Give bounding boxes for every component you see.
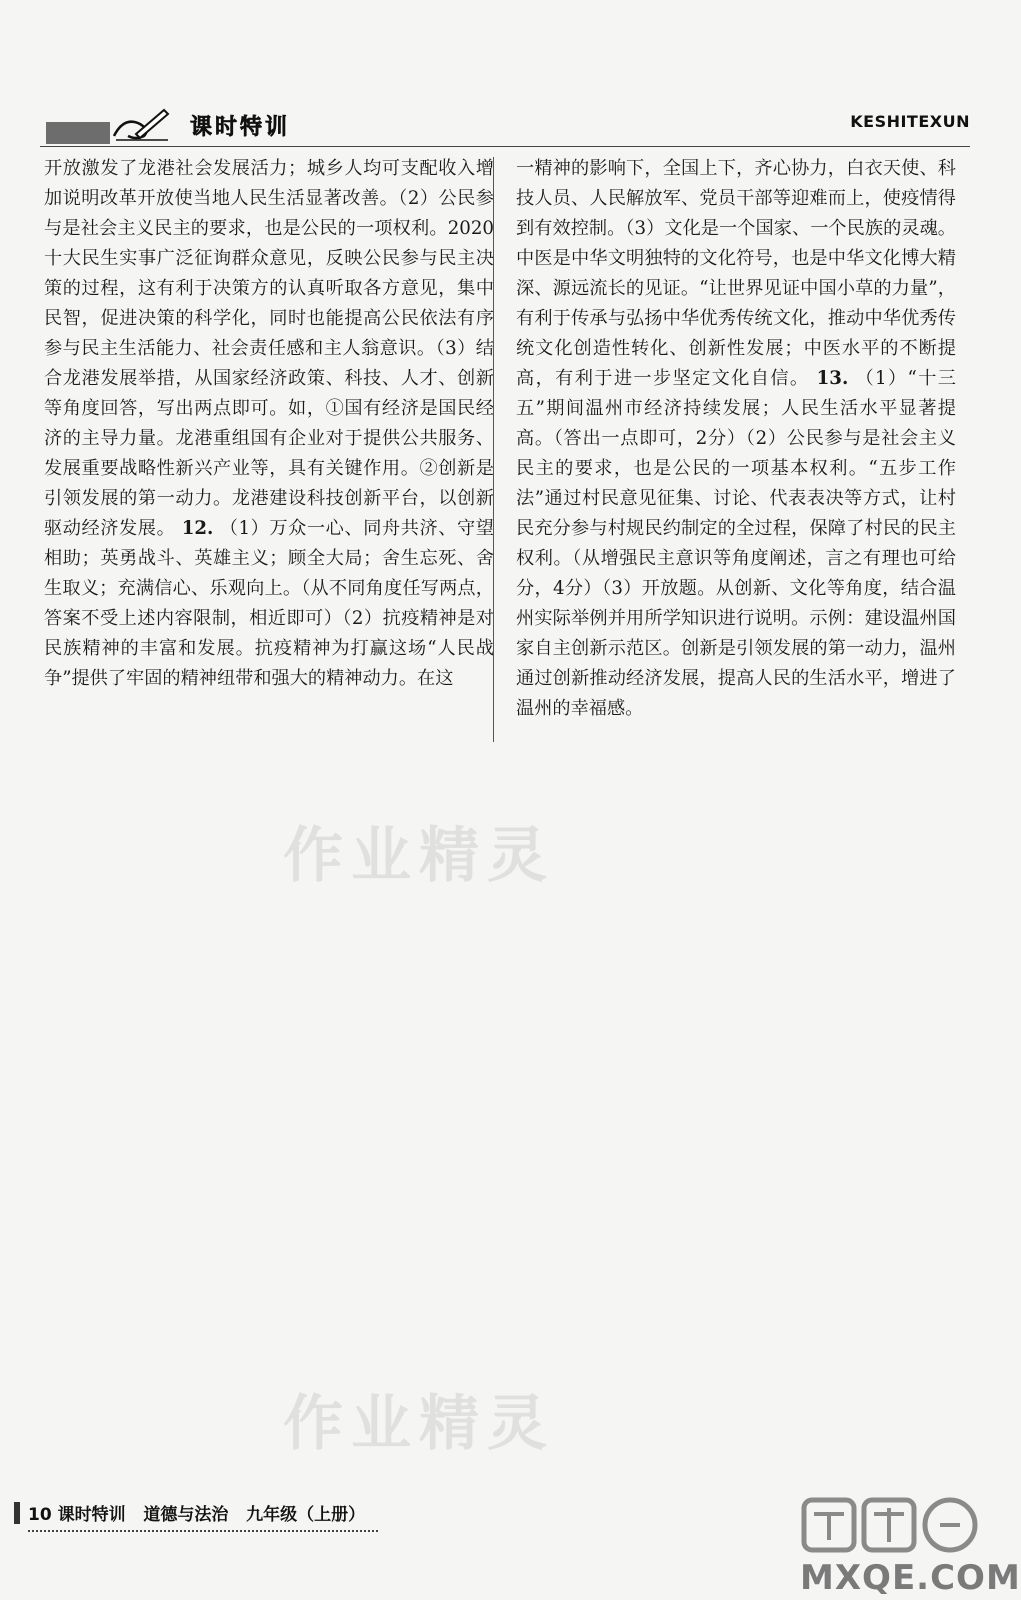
footer-bar — [14, 1502, 20, 1524]
watermark: 作业精灵 — [283, 821, 555, 891]
footer-dotted-rule — [28, 1530, 378, 1532]
answer-text — [44, 154, 494, 694]
answer-paragraph: 开放激发了龙港社会发展活力；城乡人均可支配收入增加说明改革开放使当地人民生活显著改善。（2）公民参与是社会主义民主的要求，也是公民的一项权利。2020十大民生实事广泛征询群众意见，反映公民参与民主决策的过程，这有利于决策方的认真听取各方意见，集中民智，促进决策的科学化，同时也能提高公民依法有序参与民主生活能力、社会责任感和主人翁意识。（3）结合龙港发展举措，从国家经济政策、科技、人才、创新等角度回答，写出两点即可。如，①国有经济是国民经济的主导力量。龙港重组国有企业对于提供公共服务、发展重要战略性新兴产业等，具有关键作用。②创新是引领发展的第一动力。龙港建设科技创新平台，以创新驱动经济发展。 — [44, 158, 494, 539]
stamp-url: MXQE.COM — [800, 1558, 1021, 1598]
header-series-name: KESHITEXUN — [850, 112, 970, 131]
answer-paragraph: （1）万众一心、同舟共济、守望相助；英勇战斗、英雄主义；顾全大局；舍生忘死、舍生取义；充满信心、乐观向上。（从不同角度任写两点，答案不受上述内容限制，相近即可）（2）抗疫精神是对民族精神的丰富和发展。抗疫精神为打赢这场“人民战争”提供了牢固的精神纽带和强大的精神动力。在这 — [44, 518, 494, 689]
stamp-logo-icon — [800, 1490, 980, 1560]
right-column — [516, 154, 956, 724]
question-number-13: 13. — [816, 368, 849, 389]
answer-text — [516, 154, 956, 724]
answer-paragraph: （1）“十三五”期间温州市经济持续发展；人民生活水平显著提高。（答出一点即可，2分）（2）公民参与是社会主义民主的要求，也是公民的一项基本权利。“五步工作法”通过村民意见征集、讨论、代表表决等方式，让村民充分参与村规民约制定的全过程，保障了村民的民主权利。（从增强民主意识等角度阐述，言之有理也可给分，4分）（3）开放题。从创新、文化等角度，结合温州实际举例并用所学知识进行说明。示例：建设温州国家自主创新示范区。创新是引领发展的第一动力，温州通过创新推动经济发展，提高人民的生活水平，增进了温州的幸福感。 — [516, 368, 956, 719]
header-rule — [40, 146, 970, 147]
site-stamp — [800, 1490, 1021, 1600]
page-header — [40, 100, 970, 150]
answer-paragraph: 一精神的影响下，全国上下，齐心协力，白衣天使、科技人员、人民解放军、党员干部等迎难而上，使疫情得到有效控制。（3）文化是一个国家、一个民族的灵魂。中医是中华文明独特的文化符号，也是中华文化博大精深、源远流长的见证。“让世界见证中国小草的力量”，有利于传承与弘扬中华优秀传统文化，推动中华优秀传统文化创造性转化、创新性发展；中医水平的不断提高，有利于进一步坚定文化自信。 — [516, 158, 956, 389]
header-title: 课时特训 — [190, 114, 291, 140]
column-divider — [493, 157, 494, 742]
left-column — [44, 154, 494, 694]
footer-text: 10 课时特训 道德与法治 九年级（上册） — [28, 1505, 366, 1525]
header-bar — [46, 122, 110, 144]
watermark: 作业精灵 — [283, 1389, 555, 1459]
pen-logo-icon — [110, 106, 172, 144]
question-number-12: 12. — [181, 518, 214, 539]
page-footer — [14, 1500, 374, 1540]
